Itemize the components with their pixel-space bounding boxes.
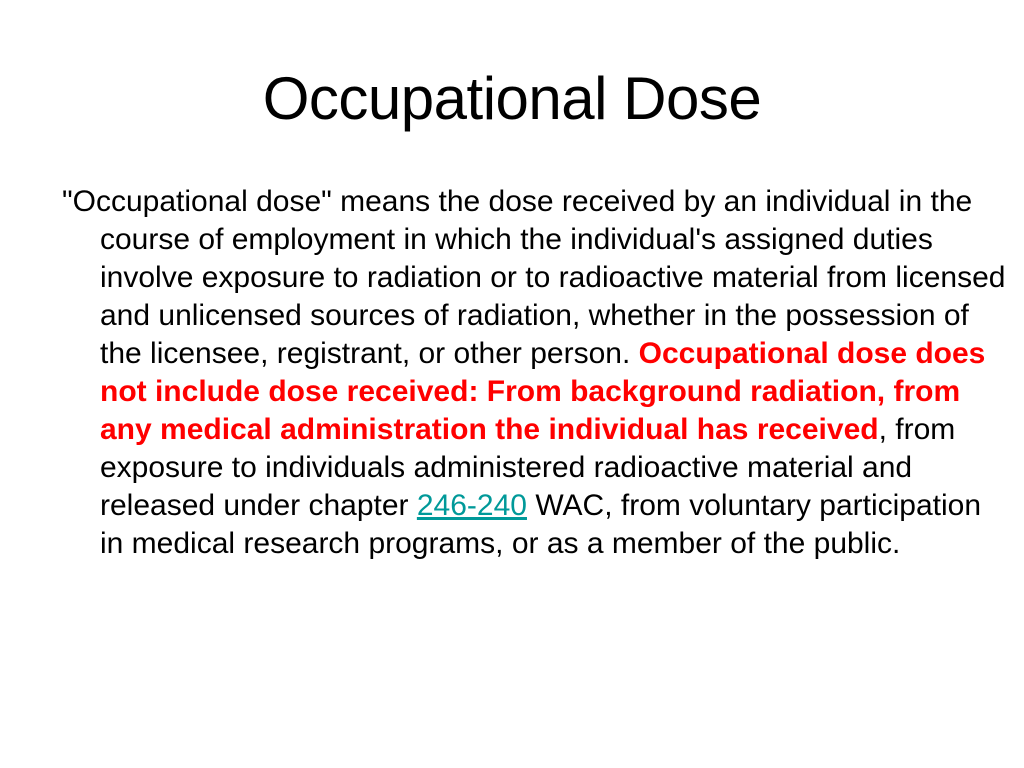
definition-text: "Occupational dose" means the dose received by an individual in the course of employment in which the individual's assigned duties involve exposure to radiation or to radioactive material from licensed and unlicensed sources of radiation, whether in the possession of the licensee, registrant, or other person.	[62, 185, 1006, 370]
exclusion-text: , from exposure to individuals administered radioactive material and released under chapter	[100, 413, 956, 522]
exclusion-highlight: Occupational dose does not include dose received: From background radiation, from any medical administration the individual has received	[100, 337, 986, 446]
wac-chapter-link[interactable]: 246-240	[416, 489, 527, 522]
slide-title: Occupational Dose	[262, 65, 762, 132]
closing-text: WAC, from voluntary participation in medical research programs, or as a member of the public.	[100, 489, 982, 560]
definition-paragraph	[62, 183, 1012, 563]
